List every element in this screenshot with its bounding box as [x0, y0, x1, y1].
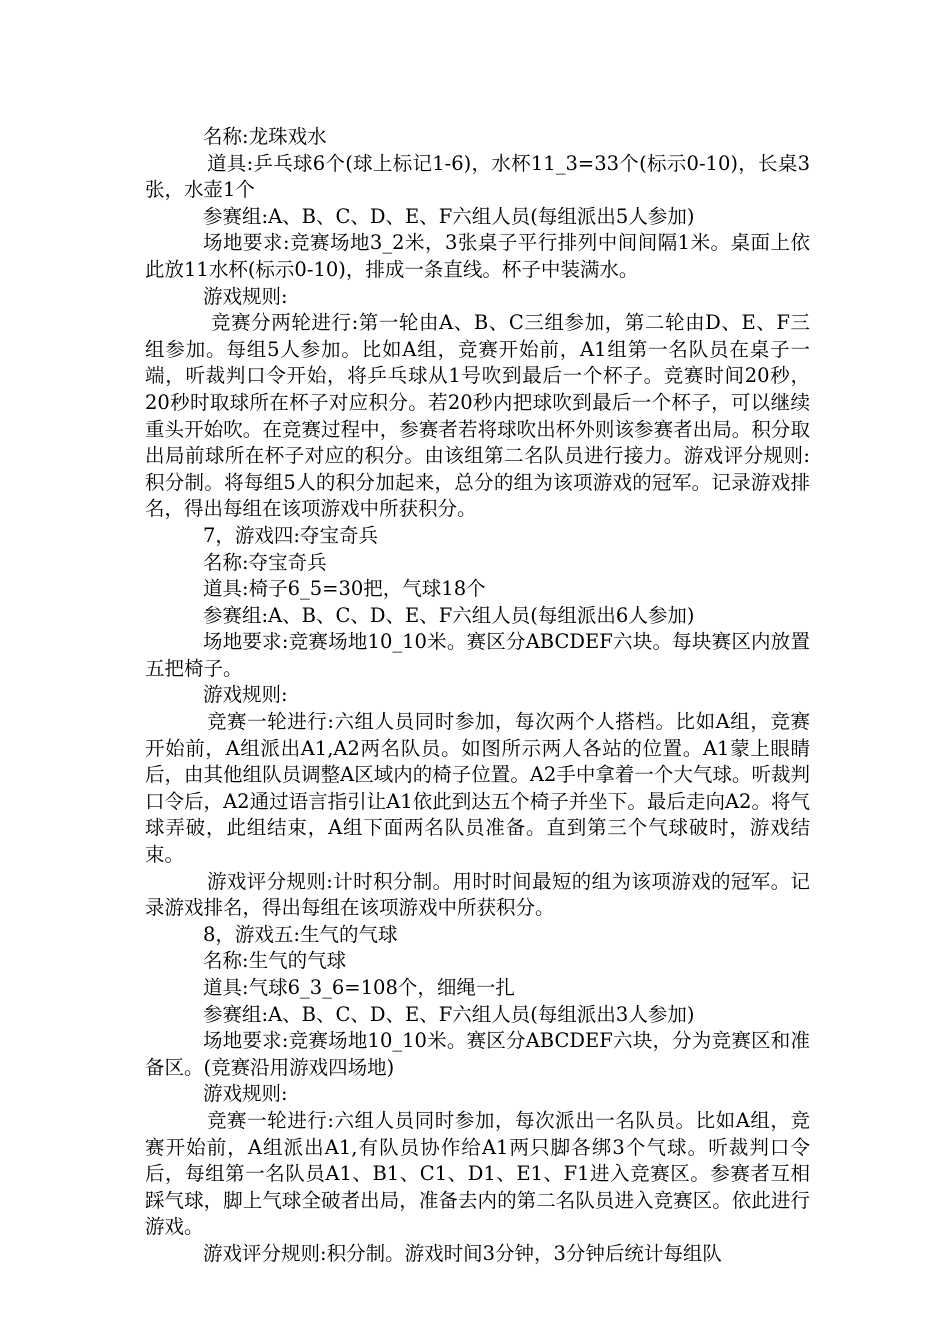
paragraph-balloon-rules: 竞赛一轮进行:六组人员同时参加，每次派出一名队员。比如A组，竞赛开始前，A组派出A1,有队员协作给A1两只脚各绑3个气球。听裁判口令后，每组第一名队员A1、B1、C1、D1、E1、F1进入竞赛区。参赛者互相踩气球，脚上气球全破者出局，准备去内的第二名队员进入竞赛区。依此进行游戏。 — [145, 1108, 810, 1239]
paragraph-treasure-rules-heading: 游戏规则: — [203, 683, 288, 707]
paragraph-treasure-name: 名称:夺宝奇兵 — [203, 550, 327, 574]
paragraph-balloon-name: 名称:生气的气球 — [203, 949, 347, 973]
paragraph-balloon-scoring: 游戏评分规则:积分制。游戏时间3分钟，3分钟后统计每组队 — [203, 1241, 722, 1265]
paragraph-dragon-rules: 竞赛分两轮进行:第一轮由A、B、C三组参加，第二轮由D、E、F三组参加。每组5人参加。比如A组，竞赛开始前，A1组第一名队员在桌子一端，听裁判口令开始，将乒乓球从1号吹到最后一个杯子。竞赛时间20秒，20秒时取球所在杯子对应积分。若20秒内把球吹到最后一个杯子，可以继续重头开始吹。在竞赛过程中，参赛者若将球吹出杯外则该参赛者出局。积分取出局前球所在杯子对应的积分。由该组第二名队员进行接力。游戏评分规则:积分制。将每组5人的积分加起来，总分的组为该项游戏的冠军。记录游戏排名，得出每组在该项游戏中所获积分。 — [145, 311, 810, 521]
document-body — [145, 124, 810, 1268]
paragraph-dragon-venue: 场地要求:竞赛场地3_2米，3张桌子平行排列中间间隔1米。桌面上依此放11水杯(标示0-10)，排成一条直线。杯子中装满水。 — [145, 231, 810, 281]
paragraph-dragon-rules-heading: 游戏规则: — [203, 284, 288, 308]
section-heading-game-four: 7，游戏四:夺宝奇兵 — [203, 523, 378, 547]
paragraph-dragon-props: 道具:乒乓球6个(球上标记1-6)，水杯11_3=33个(标示0-10)，长桌3张，水壶1个 — [145, 151, 810, 202]
paragraph-treasure-venue: 场地要求:竞赛场地10_10米。赛区分ABCDEF六块。每块赛区内放置五把椅子。 — [145, 630, 810, 680]
paragraph-balloon-teams: 参赛组:A、B、C、D、E、F六组人员(每组派出3人参加) — [203, 1002, 695, 1026]
paragraph-balloon-props: 道具:气球6_3_6=108个，细绳一扎 — [203, 976, 515, 999]
paragraph-dragon-teams: 参赛组:A、B、C、D、E、F六组人员(每组派出5人参加) — [203, 204, 695, 228]
paragraph-dragon-name: 名称:龙珠戏水 — [203, 125, 327, 148]
paragraph-treasure-props: 道具:椅子6_5=30把，气球18个 — [203, 577, 486, 601]
paragraph-treasure-teams: 参赛组:A、B、C、D、E、F六组人员(每组派出6人参加) — [203, 603, 695, 627]
section-heading-game-five: 8，游戏五:生气的气球 — [203, 922, 398, 946]
paragraph-balloon-rules-heading: 游戏规则: — [203, 1082, 288, 1106]
paragraph-treasure-rules: 竞赛一轮进行:六组人员同时参加，每次两个人搭档。比如A组，竞赛开始前，A组派出A1,A2两名队员。如图所示两人各站的位置。A1蒙上眼睛后，由其他组队员调整A区域内的椅子位置。A2手中拿着一个大气球。听裁判口令后，A2通过语言指引让A1依此到达五个椅子并坐下。最后走向A2。将气球弄破，此组结束，A组下面两名队员准备。直到第三个气球破时，游戏结束。 — [145, 710, 810, 867]
paragraph-balloon-venue: 场地要求:竞赛场地10_10米。赛区分ABCDEF六块，分为竞赛区和准备区。(竞赛沿用游戏四场地) — [145, 1029, 810, 1079]
paragraph-treasure-scoring: 游戏评分规则:计时积分制。用时时间最短的组为该项游戏的冠军。记录游戏排名，得出每组在该项游戏中所获积分。 — [145, 869, 810, 920]
